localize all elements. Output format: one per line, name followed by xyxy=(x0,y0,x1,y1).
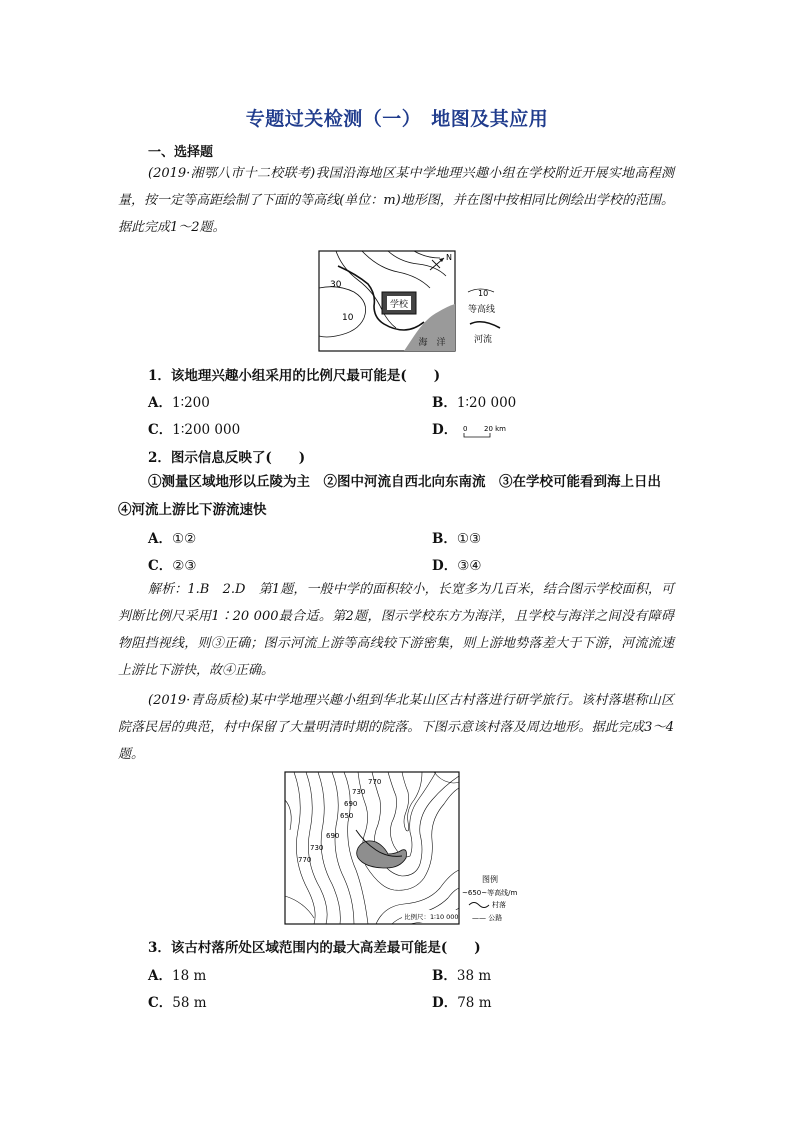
map2-scale: 比例尺：1∶10 000 xyxy=(404,913,459,921)
q1-option-a[interactable]: A．1∶200 xyxy=(148,395,210,411)
contour-label: 730 xyxy=(352,788,366,796)
contour-label: 690 xyxy=(344,800,358,808)
svg-text:10: 10 xyxy=(478,289,489,298)
sea-label: 海 洋 xyxy=(418,338,446,348)
school-label: 学校 xyxy=(389,300,409,310)
map1-legend xyxy=(468,289,500,345)
contour-label: 650 xyxy=(340,812,354,820)
svg-text:河流: 河流 xyxy=(474,335,493,345)
page-title: 专题过关检测（一） 地图及其应用 xyxy=(245,108,549,130)
intro-paragraph-2: (2019·青岛质检)某中学地理兴趣小组到华北某山区古村落进行研学旅行。该村落堪称山区院落民居的典范，村中保留了大量明清时期的院落。下图示意该村落及周边地形。据此完成3～4题。 xyxy=(118,693,674,762)
q3-option-a[interactable]: A．18 m xyxy=(148,968,207,984)
question-2-statements: ①测量区域地形以丘陵为主 ②图中河流自西北向东南流 ③在学校可能看到海上日出 ④河流上游比下游流速快 xyxy=(118,474,675,518)
q3-option-b[interactable]: B．38 m xyxy=(432,968,492,984)
q2-option-a[interactable]: A．①② xyxy=(148,531,197,547)
q2-option-d[interactable]: D．③④ xyxy=(432,558,482,574)
svg-text:N: N xyxy=(446,253,452,262)
q2-option-b[interactable]: B．①③ xyxy=(432,531,482,547)
contour-map-village xyxy=(284,770,544,928)
q1-option-d[interactable]: D． 0 20 km xyxy=(432,418,522,439)
svg-text:村落: 村落 xyxy=(492,901,506,909)
question-2-stem: 2．图示信息反映了( ) xyxy=(148,450,306,466)
contour-label: 690 xyxy=(326,832,340,840)
q1-option-b[interactable]: B．1∶20 000 xyxy=(432,395,517,411)
contour-label: 770 xyxy=(368,778,382,786)
svg-text:图例: 图例 xyxy=(482,875,498,884)
q1-option-c[interactable]: C．1∶200 000 xyxy=(148,422,241,438)
map2-legend xyxy=(462,874,517,922)
scale-bar-icon xyxy=(462,423,522,439)
question-3-stem: 3．该古村落所处区域范围内的最大高差最可能是( ) xyxy=(148,940,481,956)
svg-text:等高线: 等高线 xyxy=(468,305,496,315)
contour-label-10: 10 xyxy=(342,313,354,323)
question-1-stem: 1．该地理兴趣小组采用的比例尺最可能是( ) xyxy=(148,368,441,384)
contour-map-school xyxy=(318,248,518,356)
contour-label: 770 xyxy=(298,856,312,864)
contour-label: 730 xyxy=(310,844,324,852)
svg-text:—— 公路: —— 公路 xyxy=(472,914,503,922)
contour-label-30: 30 xyxy=(330,280,342,290)
svg-text:20 km: 20 km xyxy=(483,424,506,433)
section-heading: 一、选择题 xyxy=(148,145,214,160)
q2-option-c[interactable]: C．②③ xyxy=(148,558,197,574)
analysis-paragraph: 解析：1.B 2.D 第1题，一般中学的面积较小，长宽多为几百米，结合图示学校面积，可判断比例尺采用1∶20 000最合适。第2题，图示学校东方为海洋，且学校与海洋之间没有障碍物阻挡视线，则③正确；图示河流上游等高线较下游密集，则上游地势落差大于下游，河流流速上游比下游快，故④正确。 xyxy=(118,582,674,678)
q3-option-d[interactable]: D．78 m xyxy=(432,995,492,1011)
intro-paragraph-1: (2019·湘鄂八市十二校联考)我国沿海地区某中学地理兴趣小组在学校附近开展实地高程测量，按一定等高距绘制了下面的等高线(单位：m)地形图，并在图中按相同比例绘出学校的范围。据此完成1～2题。 xyxy=(118,166,674,235)
q3-option-c[interactable]: C．58 m xyxy=(148,995,207,1011)
svg-text:0: 0 xyxy=(462,424,467,433)
svg-text:~650~等高线/m: ~650~等高线/m xyxy=(462,889,518,897)
